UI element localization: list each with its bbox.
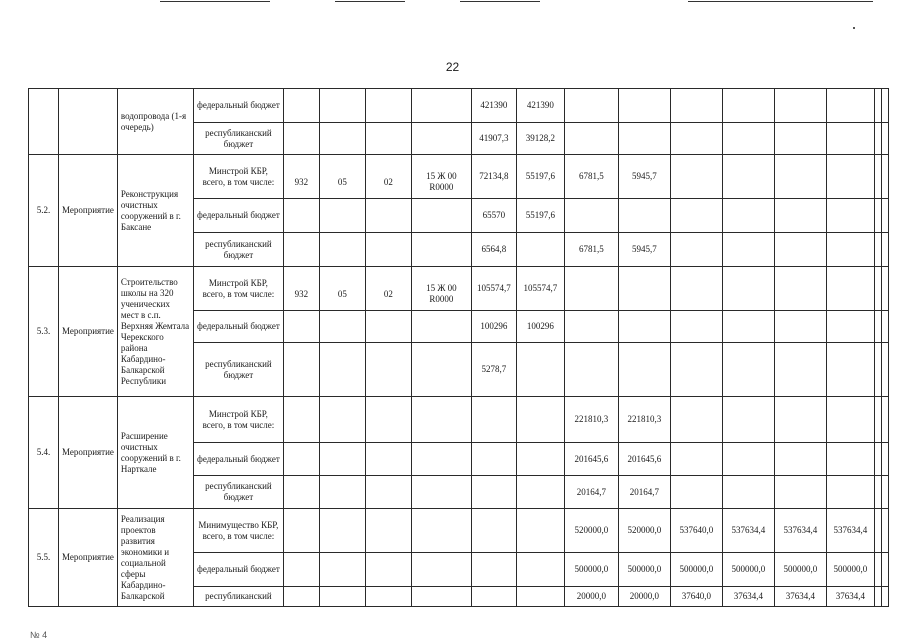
amount-cell — [670, 343, 722, 397]
amount-cell — [874, 233, 881, 267]
amount-cell — [826, 155, 874, 199]
budget-code-cell — [319, 397, 365, 443]
amount-cell: 55197,6 — [516, 155, 564, 199]
amount-cell — [874, 155, 881, 199]
amount-cell — [774, 123, 826, 155]
amount-cell: 37640,0 — [670, 587, 722, 607]
amount-cell — [471, 587, 516, 607]
amount-cell: 500000,0 — [670, 553, 722, 587]
amount-cell — [881, 553, 888, 587]
amount-cell: 37634,4 — [826, 587, 874, 607]
budget-code-cell — [283, 311, 319, 343]
amount-cell: 537634,4 — [826, 509, 874, 553]
amount-cell — [826, 343, 874, 397]
amount-cell — [670, 155, 722, 199]
funding-source: республиканский — [193, 587, 283, 607]
budget-code-cell — [319, 89, 365, 123]
budget-code-cell — [411, 443, 471, 476]
amount-cell — [874, 123, 881, 155]
amount-cell — [874, 89, 881, 123]
budget-code-cell — [319, 233, 365, 267]
amount-cell: 20000,0 — [564, 587, 618, 607]
amount-cell — [516, 476, 564, 509]
amount-cell: 6781,5 — [564, 155, 618, 199]
amount-cell — [874, 199, 881, 233]
budget-code-cell — [365, 443, 411, 476]
amount-cell — [722, 123, 774, 155]
amount-cell: 20164,7 — [564, 476, 618, 509]
budget-code-cell: 15 Ж 00 R0000 — [411, 155, 471, 199]
amount-cell — [874, 553, 881, 587]
amount-cell — [618, 123, 670, 155]
amount-cell: 65570 — [471, 199, 516, 233]
item-type: Мероприятие — [59, 155, 118, 267]
amount-cell — [670, 267, 722, 311]
amount-cell — [564, 199, 618, 233]
amount-cell — [516, 233, 564, 267]
amount-cell — [516, 509, 564, 553]
budget-code-cell — [319, 123, 365, 155]
amount-cell: 6564,8 — [471, 233, 516, 267]
funding-source: Минстрой КБР, всего, в том числе: — [193, 155, 283, 199]
amount-cell: 537640,0 — [670, 509, 722, 553]
amount-cell: 201645,6 — [564, 443, 618, 476]
funding-source: федеральный бюджет — [193, 199, 283, 233]
amount-cell: 537634,4 — [722, 509, 774, 553]
budget-code-cell: 932 — [283, 267, 319, 311]
amount-cell: 100296 — [471, 311, 516, 343]
amount-cell — [774, 476, 826, 509]
amount-cell — [874, 343, 881, 397]
amount-cell — [881, 443, 888, 476]
amount-cell — [618, 267, 670, 311]
amount-cell: 500000,0 — [826, 553, 874, 587]
amount-cell — [722, 233, 774, 267]
budget-code-cell: 02 — [365, 155, 411, 199]
table-row — [29, 267, 889, 311]
budget-code-cell — [319, 311, 365, 343]
budget-code-cell — [365, 123, 411, 155]
budget-code-cell — [365, 199, 411, 233]
table-row — [29, 155, 889, 199]
budget-code-cell — [411, 343, 471, 397]
amount-cell — [874, 397, 881, 443]
item-number: 5.2. — [29, 155, 59, 267]
funding-source: республиканский бюджет — [193, 233, 283, 267]
budget-code-cell — [411, 311, 471, 343]
budget-code-cell — [319, 443, 365, 476]
budget-code-cell — [411, 199, 471, 233]
funding-source: республиканский бюджет — [193, 123, 283, 155]
funding-source: Минстрой КБР, всего, в том числе: — [193, 267, 283, 311]
item-type: Мероприятие — [59, 267, 118, 397]
amount-cell — [881, 155, 888, 199]
scan-speck — [853, 27, 855, 29]
amount-cell — [881, 397, 888, 443]
budget-code-cell — [319, 553, 365, 587]
budget-code-cell: 05 — [319, 267, 365, 311]
amount-cell — [722, 343, 774, 397]
amount-cell — [826, 443, 874, 476]
budget-code-cell — [411, 89, 471, 123]
amount-cell — [670, 233, 722, 267]
amount-cell — [881, 509, 888, 553]
amount-cell — [670, 123, 722, 155]
amount-cell — [874, 509, 881, 553]
amount-cell — [618, 343, 670, 397]
amount-cell — [670, 397, 722, 443]
budget-code-cell — [283, 199, 319, 233]
budget-code-cell — [319, 587, 365, 607]
amount-cell: 500000,0 — [618, 553, 670, 587]
amount-cell: 520000,0 — [564, 509, 618, 553]
budget-code-cell: 05 — [319, 155, 365, 199]
amount-cell — [471, 476, 516, 509]
amount-cell: 500000,0 — [722, 553, 774, 587]
budget-code-cell: 932 — [283, 155, 319, 199]
item-type: Мероприятие — [59, 397, 118, 509]
budget-code-cell — [365, 509, 411, 553]
amount-cell — [774, 199, 826, 233]
funding-source: федеральный бюджет — [193, 89, 283, 123]
amount-cell — [874, 267, 881, 311]
item-name: Реализация проектов развития экономики и социальной сферы Кабардино-Балкарской — [117, 509, 193, 607]
amount-cell — [670, 443, 722, 476]
amount-cell — [874, 476, 881, 509]
budget-code-cell — [365, 553, 411, 587]
amount-cell — [826, 199, 874, 233]
budget-code-cell — [411, 233, 471, 267]
amount-cell: 421390 — [516, 89, 564, 123]
budget-code-cell: 02 — [365, 267, 411, 311]
amount-cell — [618, 199, 670, 233]
amount-cell — [826, 476, 874, 509]
amount-cell — [881, 587, 888, 607]
amount-cell — [826, 89, 874, 123]
item-name: Строительство школы на 320 ученических мест в с.п. Верхняя Жемтала Черекского района Кабардино-Балкарской Республики — [117, 267, 193, 397]
amount-cell: 5278,7 — [471, 343, 516, 397]
amount-cell — [774, 267, 826, 311]
budget-code-cell — [365, 476, 411, 509]
item-type — [59, 89, 118, 155]
amount-cell: 500000,0 — [564, 553, 618, 587]
amount-cell — [516, 397, 564, 443]
funding-source: федеральный бюджет — [193, 443, 283, 476]
budget-code-cell — [411, 123, 471, 155]
funding-source: федеральный бюджет — [193, 311, 283, 343]
budget-code-cell — [283, 553, 319, 587]
amount-cell — [471, 553, 516, 587]
amount-cell — [881, 123, 888, 155]
amount-cell — [516, 553, 564, 587]
budget-code-cell — [283, 89, 319, 123]
amount-cell — [471, 509, 516, 553]
amount-cell — [874, 587, 881, 607]
amount-cell — [881, 199, 888, 233]
amount-cell — [670, 311, 722, 343]
amount-cell — [826, 267, 874, 311]
budget-code-cell — [283, 233, 319, 267]
item-type: Мероприятие — [59, 509, 118, 607]
amount-cell: 201645,6 — [618, 443, 670, 476]
budget-code-cell — [283, 587, 319, 607]
budget-code-cell — [319, 476, 365, 509]
budget-code-cell — [411, 397, 471, 443]
amount-cell — [722, 199, 774, 233]
item-number: 5.3. — [29, 267, 59, 397]
amount-cell — [516, 443, 564, 476]
page-number: 22 — [445, 60, 460, 74]
amount-cell — [881, 311, 888, 343]
amount-cell — [722, 311, 774, 343]
amount-cell — [774, 343, 826, 397]
budget-code-cell — [283, 443, 319, 476]
amount-cell — [774, 443, 826, 476]
amount-cell — [826, 123, 874, 155]
amount-cell: 105574,7 — [516, 267, 564, 311]
amount-cell — [881, 343, 888, 397]
budget-code-cell — [411, 553, 471, 587]
amount-cell — [722, 155, 774, 199]
amount-cell — [774, 89, 826, 123]
amount-cell — [881, 267, 888, 311]
amount-cell — [564, 311, 618, 343]
amount-cell: 20000,0 — [618, 587, 670, 607]
amount-cell: 105574,7 — [471, 267, 516, 311]
amount-cell — [670, 89, 722, 123]
budget-code-cell: 15 Ж 00 R0000 — [411, 267, 471, 311]
item-number — [29, 89, 59, 155]
amount-cell: 72134,8 — [471, 155, 516, 199]
amount-cell: 37634,4 — [722, 587, 774, 607]
amount-cell — [722, 89, 774, 123]
funding-source: республиканский бюджет — [193, 343, 283, 397]
budget-code-cell — [365, 343, 411, 397]
budget-code-cell — [411, 509, 471, 553]
amount-cell — [564, 123, 618, 155]
budget-code-cell — [283, 343, 319, 397]
budget-code-cell — [411, 476, 471, 509]
amount-cell: 5945,7 — [618, 233, 670, 267]
funding-source: Минстрой КБР, всего, в том числе: — [193, 397, 283, 443]
amount-cell: 221810,3 — [618, 397, 670, 443]
item-number: 5.5. — [29, 509, 59, 607]
amount-cell — [564, 343, 618, 397]
amount-cell — [722, 476, 774, 509]
amount-cell: 421390 — [471, 89, 516, 123]
budget-code-cell — [411, 587, 471, 607]
amount-cell: 20164,7 — [618, 476, 670, 509]
budget-code-cell — [283, 123, 319, 155]
amount-cell — [471, 397, 516, 443]
budget-code-cell — [365, 587, 411, 607]
table-row — [29, 509, 889, 553]
amount-cell: 39128,2 — [516, 123, 564, 155]
budget-code-cell — [365, 311, 411, 343]
amount-cell — [670, 476, 722, 509]
item-name: Расширение очистных сооружений в г. Нарткале — [117, 397, 193, 509]
amount-cell — [618, 311, 670, 343]
budget-code-cell — [283, 476, 319, 509]
item-number: 5.4. — [29, 397, 59, 509]
amount-cell — [881, 476, 888, 509]
amount-cell — [826, 397, 874, 443]
amount-cell — [774, 233, 826, 267]
footer-fragment: № 4 — [30, 630, 48, 640]
amount-cell — [774, 311, 826, 343]
amount-cell: 37634,4 — [774, 587, 826, 607]
item-name: Реконструкция очистных сооружений в г. Баксане — [117, 155, 193, 267]
amount-cell — [722, 267, 774, 311]
table-row — [29, 89, 889, 123]
amount-cell: 100296 — [516, 311, 564, 343]
amount-cell: 41907,3 — [471, 123, 516, 155]
amount-cell: 221810,3 — [564, 397, 618, 443]
budget-code-cell — [319, 343, 365, 397]
amount-cell — [874, 443, 881, 476]
amount-cell — [471, 443, 516, 476]
amount-cell — [826, 311, 874, 343]
amount-cell — [881, 233, 888, 267]
amount-cell: 537634,4 — [774, 509, 826, 553]
amount-cell — [722, 443, 774, 476]
amount-cell — [826, 233, 874, 267]
amount-cell — [564, 267, 618, 311]
funding-source: федеральный бюджет — [193, 553, 283, 587]
budget-code-cell — [365, 89, 411, 123]
amount-cell — [874, 311, 881, 343]
budget-table — [28, 88, 889, 607]
budget-code-cell — [319, 199, 365, 233]
amount-cell — [618, 89, 670, 123]
amount-cell — [881, 89, 888, 123]
amount-cell: 55197,6 — [516, 199, 564, 233]
funding-source: республиканский бюджет — [193, 476, 283, 509]
amount-cell — [516, 587, 564, 607]
budget-code-cell — [365, 233, 411, 267]
budget-code-cell — [283, 397, 319, 443]
amount-cell — [516, 343, 564, 397]
amount-cell — [774, 397, 826, 443]
amount-cell — [722, 397, 774, 443]
amount-cell: 520000,0 — [618, 509, 670, 553]
budget-code-cell — [319, 509, 365, 553]
budget-code-cell — [365, 397, 411, 443]
amount-cell: 500000,0 — [774, 553, 826, 587]
amount-cell: 5945,7 — [618, 155, 670, 199]
budget-code-cell — [283, 509, 319, 553]
amount-cell: 6781,5 — [564, 233, 618, 267]
funding-source: Минимущество КБР, всего, в том числе: — [193, 509, 283, 553]
amount-cell — [564, 89, 618, 123]
table-row — [29, 397, 889, 443]
item-name: водопровода (1-я очередь) — [117, 89, 193, 155]
scan-top-edge — [0, 0, 905, 6]
amount-cell — [774, 155, 826, 199]
amount-cell — [670, 199, 722, 233]
